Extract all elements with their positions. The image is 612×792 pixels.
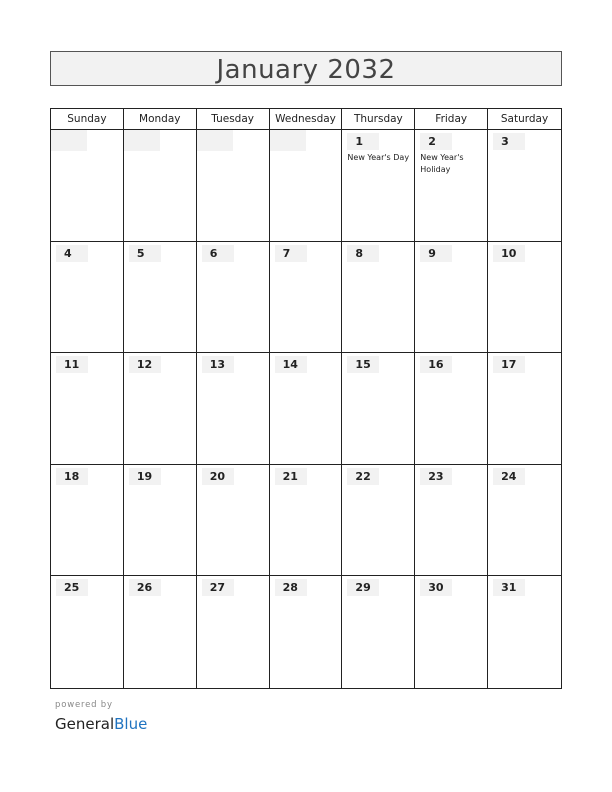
day-cell-12[interactable] [124,353,197,465]
day-cell-28[interactable] [270,576,343,688]
day-number: 31 [493,579,525,596]
day-number: 21 [275,468,307,485]
day-number: 3 [493,133,525,150]
month-title: January 2032 [216,54,396,85]
weekday-header-thursday: Thursday [342,109,415,130]
day-number: 14 [275,356,307,373]
day-cell-3[interactable] [488,130,561,242]
day-cell-14[interactable] [270,353,343,465]
day-number: 28 [275,579,307,596]
day-number: 15 [347,356,379,373]
day-cell-15[interactable] [342,353,415,465]
day-number: 5 [129,245,161,262]
brand-logo[interactable] [55,714,147,734]
day-cell-27[interactable] [197,576,270,688]
day-number: 9 [420,245,452,262]
day-cell-30[interactable] [415,576,488,688]
weekday-header-saturday: Saturday [488,109,561,130]
day-number: 18 [56,468,88,485]
calendar-grid [50,108,562,689]
brand-blue-text: Blue [114,715,148,733]
footer-branding [55,700,147,734]
day-cell-20[interactable] [197,465,270,577]
day-number: 11 [56,356,88,373]
weekday-header-wednesday: Wednesday [270,109,343,130]
day-number: 20 [202,468,234,485]
day-number: 29 [347,579,379,596]
day-number: 26 [129,579,161,596]
day-number: 12 [129,356,161,373]
day-cell-empty[interactable] [51,130,124,242]
brand-general-text: General [55,715,115,733]
day-number: 1 [347,133,379,150]
day-cell-29[interactable] [342,576,415,688]
day-number: 17 [493,356,525,373]
day-cell-2[interactable] [415,130,488,242]
day-number: 7 [275,245,307,262]
day-number: 2 [420,133,452,150]
day-number-placeholder [124,130,160,151]
day-number-placeholder [197,130,233,151]
day-cell-10[interactable] [488,242,561,354]
day-number: 4 [56,245,88,262]
day-cell-31[interactable] [488,576,561,688]
month-title-box [50,51,562,86]
day-number: 22 [347,468,379,485]
day-number-placeholder [51,130,87,151]
day-number: 25 [56,579,88,596]
day-number: 10 [493,245,525,262]
day-cell-16[interactable] [415,353,488,465]
day-cell-empty[interactable] [197,130,270,242]
day-number: 27 [202,579,234,596]
day-number: 19 [129,468,161,485]
day-cell-24[interactable] [488,465,561,577]
day-number: 23 [420,468,452,485]
weekday-header-friday: Friday [415,109,488,130]
day-cell-9[interactable] [415,242,488,354]
day-number: 24 [493,468,525,485]
day-number-placeholder [270,130,306,151]
day-number: 6 [202,245,234,262]
weekday-header-tuesday: Tuesday [197,109,270,130]
day-cell-empty[interactable] [124,130,197,242]
day-cell-4[interactable] [51,242,124,354]
day-cell-5[interactable] [124,242,197,354]
day-cell-empty[interactable] [270,130,343,242]
day-number: 13 [202,356,234,373]
day-cell-6[interactable] [197,242,270,354]
weekday-header-monday: Monday [124,109,197,130]
day-cell-11[interactable] [51,353,124,465]
day-number: 30 [420,579,452,596]
day-cell-23[interactable] [415,465,488,577]
day-cell-26[interactable] [124,576,197,688]
powered-by-text: powered by [55,700,113,710]
day-cell-17[interactable] [488,353,561,465]
day-cell-25[interactable] [51,576,124,688]
day-number: 16 [420,356,452,373]
day-number: 8 [347,245,379,262]
day-cell-7[interactable] [270,242,343,354]
holiday-event: New Year's Day [347,153,410,162]
day-cell-1[interactable] [342,130,415,242]
weekday-header-sunday: Sunday [51,109,124,130]
day-cell-8[interactable] [342,242,415,354]
day-cell-13[interactable] [197,353,270,465]
day-cell-18[interactable] [51,465,124,577]
holiday-event: New Year's Holiday [420,153,464,174]
day-cell-21[interactable] [270,465,343,577]
day-cell-22[interactable] [342,465,415,577]
day-cell-19[interactable] [124,465,197,577]
